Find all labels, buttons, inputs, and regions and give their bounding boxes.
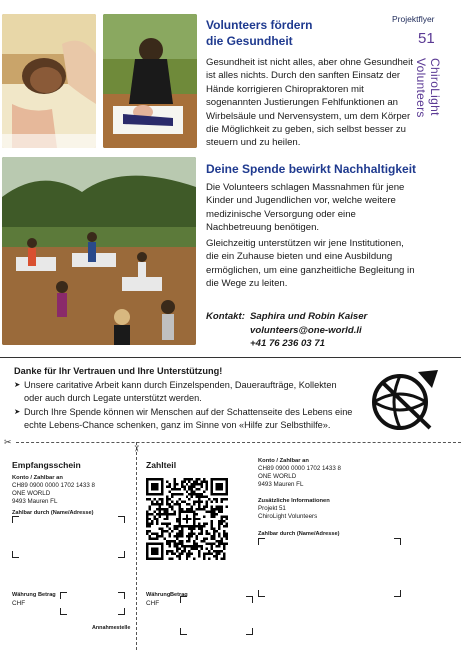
- payment-info-line1: Projekt 51: [258, 505, 286, 512]
- one-world-logo: [360, 366, 440, 436]
- payment-amount-label: Betrag: [170, 592, 188, 598]
- qr-code: [146, 478, 228, 560]
- receipt-payer-label: Zahlbar durch (Name/Adresse): [12, 510, 94, 516]
- thanks-block: [14, 366, 354, 433]
- section2-title: Deine Spende bewirkt Nachhaltigkeit: [206, 162, 417, 176]
- payment-payer-box-corner: [258, 538, 265, 545]
- payment-name: ONE WORLD: [258, 473, 297, 480]
- payment-amount-box-corner: [246, 628, 253, 635]
- payment-payer-box-corner: [394, 590, 401, 597]
- receipt-amount-label: Betrag: [38, 592, 56, 598]
- contact-label: Kontakt:: [206, 311, 245, 322]
- payment-city: 9493 Mauren FL: [258, 481, 304, 488]
- section2-body1: Die Volunteers schlagen Massnahmen für jene Kinder und Jugendlichen vor, welche weitere medizinische Versorgung oder eine Nachbetreuung benötigen.: [206, 182, 405, 234]
- payment-amount-box-corner: [180, 596, 187, 603]
- receipt-city: 9493 Mauren FL: [12, 498, 58, 505]
- photo-treatment-child: [2, 14, 96, 148]
- scissors-icon: ✂: [131, 444, 142, 453]
- cut-line-vertical: [136, 442, 137, 650]
- vertical-project-title: ChiroLight Volunteers: [414, 58, 442, 118]
- payment-info-line2: ChiroLight Volunteers: [258, 513, 318, 520]
- payment-info-label: Zusätzliche Informationen: [258, 498, 330, 504]
- payment-payer-box-corner: [258, 590, 265, 597]
- receipt-amount-box-corner: [60, 592, 67, 599]
- receipt-amount-box-corner: [60, 608, 67, 615]
- payment-payer-label: Zahlbar durch (Name/Adresse): [258, 531, 340, 537]
- payment-payer-box-corner: [394, 538, 401, 545]
- thanks-item: ➤ Unsere caritative Arbeit kann durch Einzelspenden, Daueraufträge, Kollekten oder auch durch Legate unterstützt werden.: [14, 379, 354, 404]
- photo-volunteer-table: [103, 14, 197, 148]
- receipt-payer-box-corner: [118, 551, 125, 558]
- payment-account-block: [258, 457, 458, 489]
- flyer-number: 51: [418, 30, 435, 47]
- receipt-account-label: Konto / Zahlbar an: [12, 475, 63, 481]
- scissors-icon: ✂: [4, 437, 12, 447]
- receipt-payer-box-corner: [118, 516, 125, 523]
- receipt-amount-box-corner: [118, 608, 125, 615]
- payment-amount-box-corner: [180, 628, 187, 635]
- payment-currency-label: Währung: [146, 592, 171, 598]
- receipt-iban: CH89 0900 0000 1702 1433 8: [12, 482, 95, 489]
- thanks-title: Danke für Ihr Vertrauen und Ihre Unterstützung!: [14, 366, 223, 376]
- payment-iban: CH89 0900 0000 1702 1433 8: [258, 465, 341, 472]
- thanks-item: ➤ Durch Ihre Spende können wir Menschen auf der Schattenseite des Lebens eine echte Lebens-Chance schenken, ganz im Sinne von «Hilfe zur Selbsthilfe».: [14, 406, 354, 431]
- receipt-acceptance-label: Annahmestelle: [92, 625, 131, 631]
- receipt-payer-box-corner: [12, 516, 19, 523]
- receipt-account-block: [12, 474, 132, 506]
- photo-group-outdoor: [2, 157, 196, 345]
- contact-names: Saphira und Robin Kaiser: [250, 311, 368, 322]
- payment-amount-box-corner: [246, 596, 253, 603]
- receipt-title: Empfangsschein: [12, 460, 81, 470]
- payment-currency: CHF: [146, 600, 160, 607]
- cut-line-horizontal: [16, 442, 461, 443]
- contact-phone[interactable]: +41 76 236 03 71: [250, 338, 325, 350]
- contact-details: [250, 310, 450, 351]
- section1-title: [206, 17, 406, 49]
- payment-title: Zahlteil: [146, 460, 177, 470]
- section2-body2: Gleichzeitig unterstützen wir jene Institutionen, die ein Zuhause bieten und eine Ausbildung ermöglichen, um eine ganzheitliche Begleitung in die Wege zu leiten.: [206, 238, 415, 290]
- thanks-list: [14, 379, 354, 431]
- receipt-name: ONE WORLD: [12, 490, 51, 497]
- flyer-label: Projektflyer: [392, 14, 435, 24]
- top-divider: [0, 357, 461, 358]
- payment-account-label: Konto / Zahlbar an: [258, 458, 309, 464]
- payment-info-block: [258, 497, 458, 521]
- section1-title-line1: Volunteers fördern: [206, 18, 313, 32]
- receipt-currency-label: Währung: [12, 592, 37, 598]
- section1-body: Gesundheit ist nicht alles, aber ohne Gesundheit ist alles nichts. Durch den sanften Einsatz der Hände korrigieren Chiropraktoren mit sogenannten Justierungen Fehlfunktionen an Wirbelsäule und Nervensystem, um dem Körper die Möglichkeit zu geben, sich selbst besser zu steuern und zu heilen.: [206, 57, 413, 149]
- receipt-amount-box-corner: [118, 592, 125, 599]
- section1-title-line2: die Gesundheit: [206, 34, 293, 48]
- receipt-currency: CHF: [12, 600, 26, 607]
- contact-email[interactable]: volunteers@one-world.li: [250, 324, 362, 336]
- receipt-payer-box-corner: [12, 551, 19, 558]
